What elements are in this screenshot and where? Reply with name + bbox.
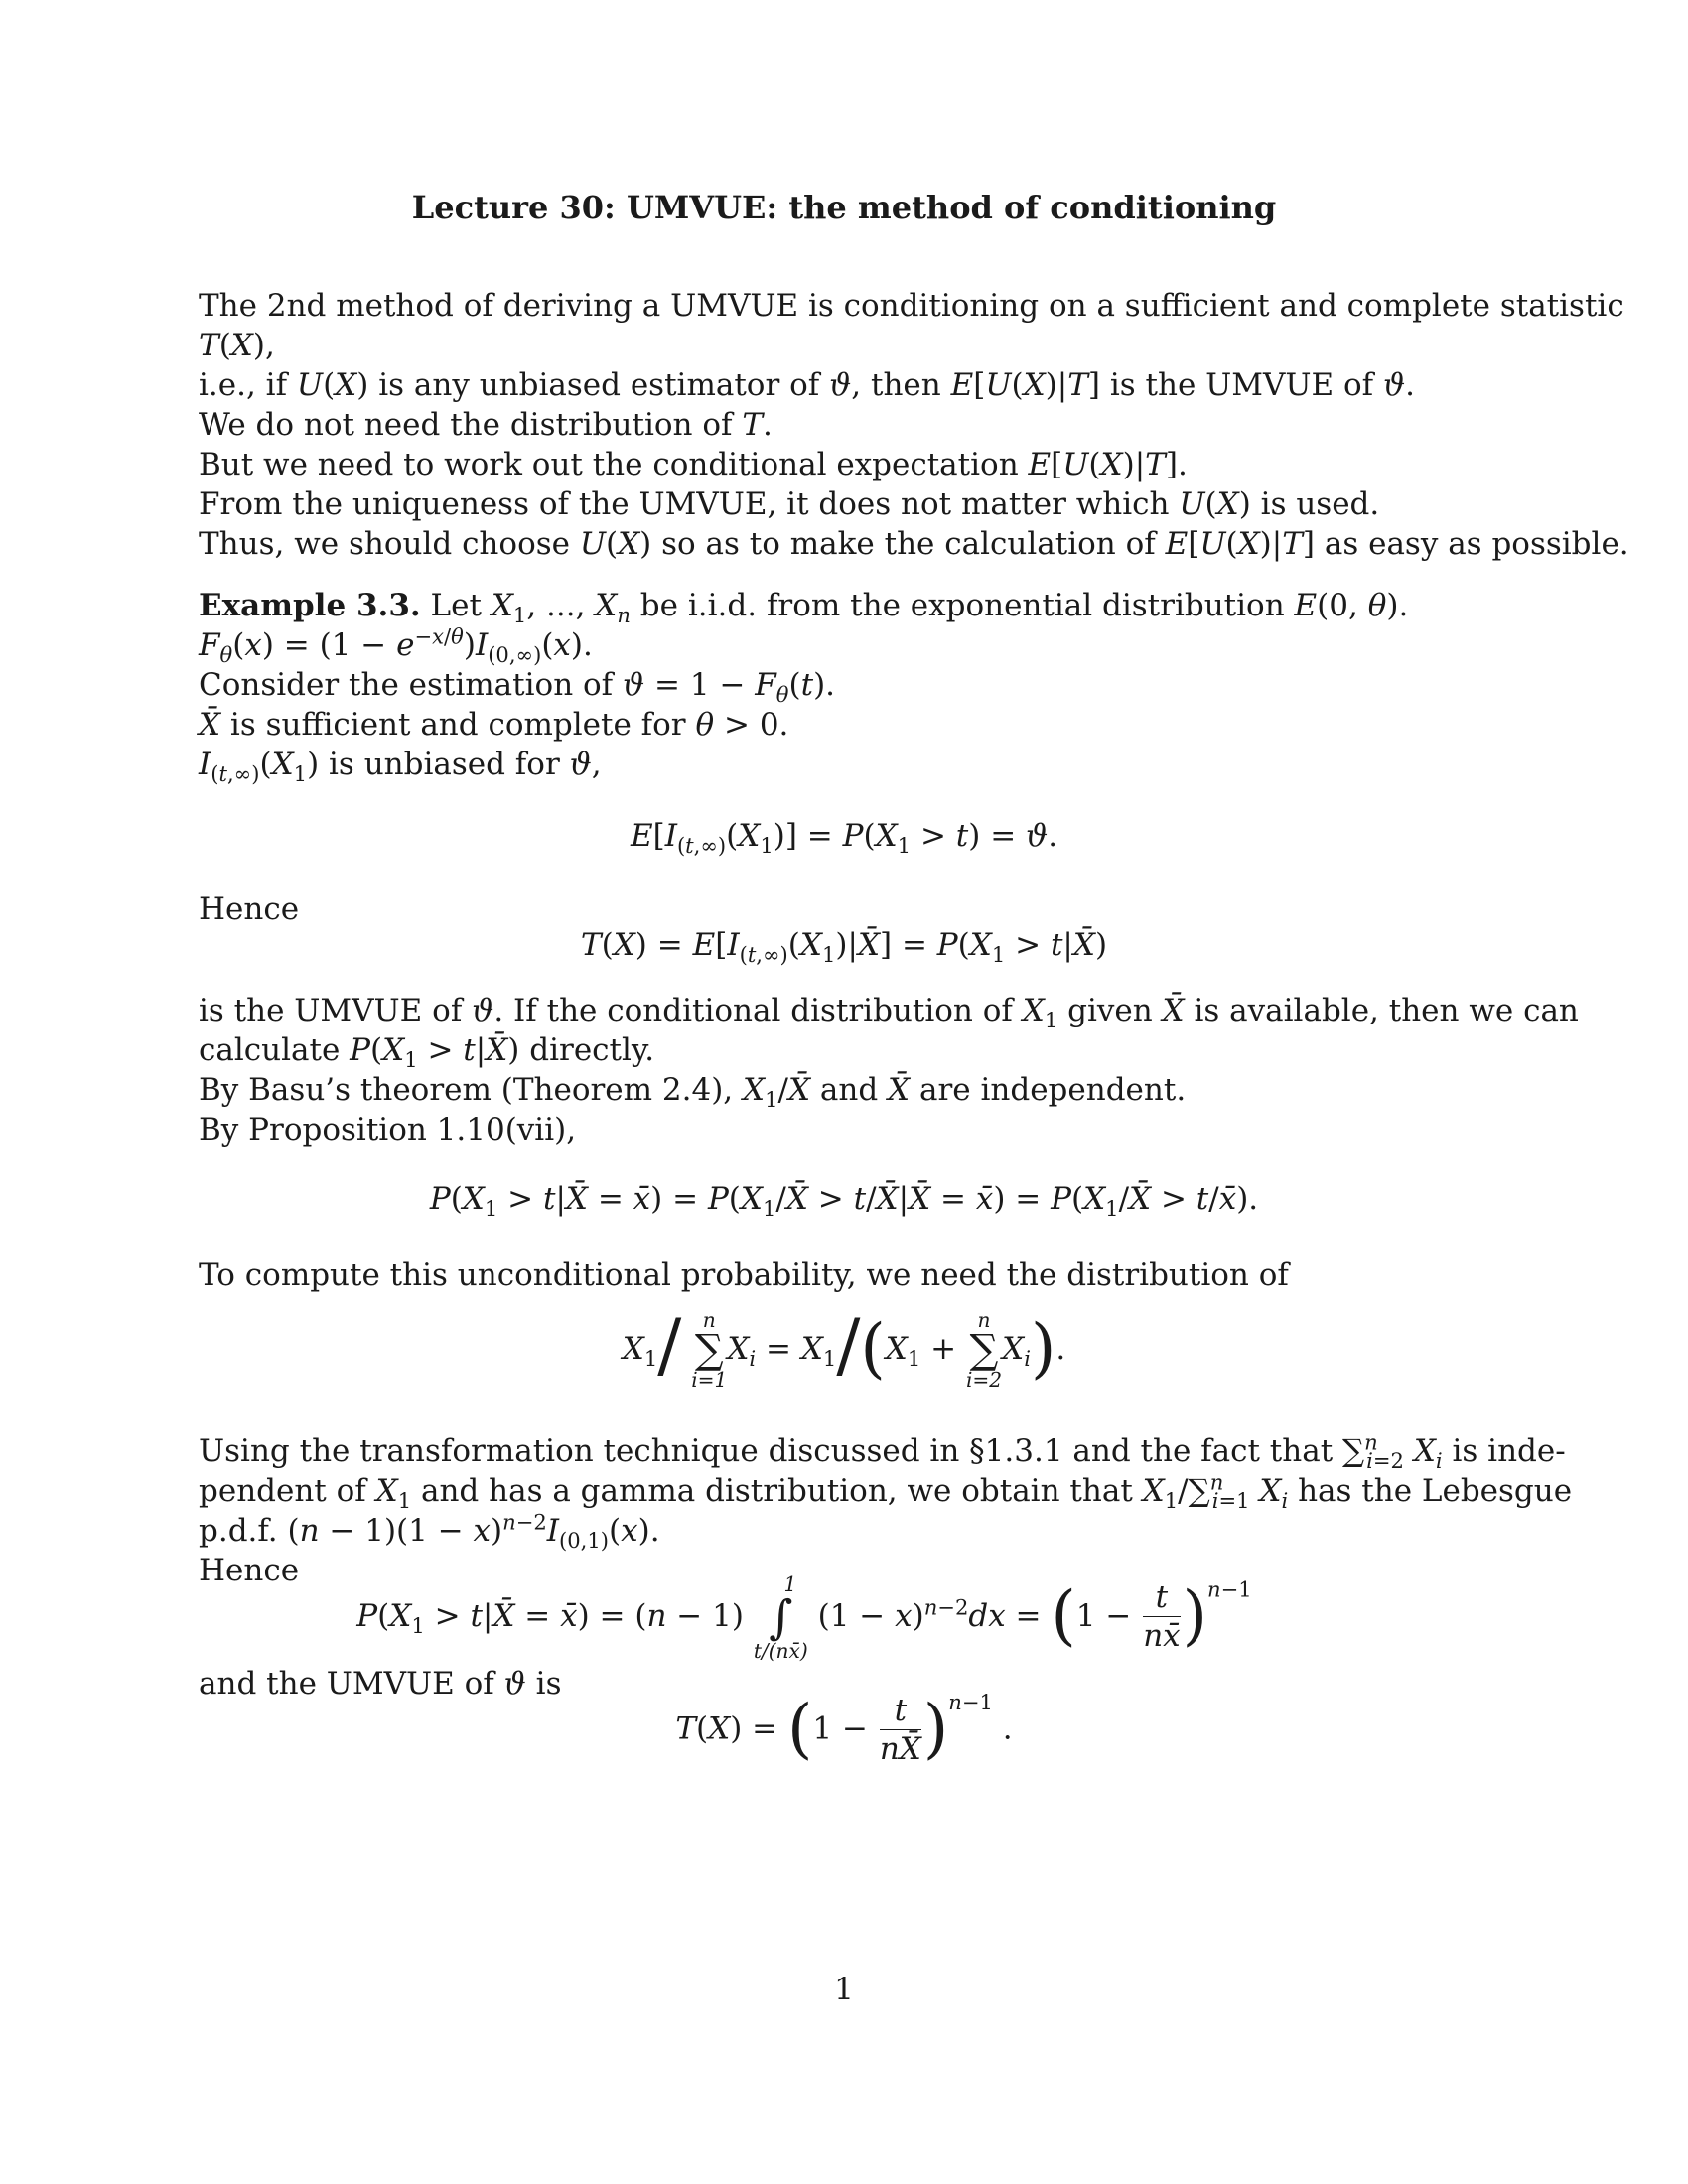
example-line-estimation: Consider the estimation of $ϑ = 1 - F_\theta(t)$. xyxy=(199,667,836,708)
example-line-unbiased: $I_{(t,\infty)}(X_1)$ is unbiased for ϑ, xyxy=(199,747,602,787)
example-line-cdf: $F_\theta(x) = (1 - e^{-x/\theta})I_{(0,\infty)}(x)$. xyxy=(199,623,593,668)
after-eq2-line-3: By Basu’s theorem (Theorem 2.4), $X_1/X̄$ and X̄ are independent. xyxy=(199,1072,1187,1113)
after-eq2-line-1: is the UMVUE of ϑ. If the conditional distribution of $X_1$ given X̄ is available, then we can xyxy=(199,993,1579,1033)
example-heading: Example 3.3. Let $X_1$, ..., $X_n$ be i.i.d. from the exponential distribution E(0, θ). xyxy=(199,588,1409,628)
compute-line: To compute this unconditional probability, we need the distribution of xyxy=(199,1257,1289,1293)
hence-2: Hence xyxy=(199,1553,300,1588)
example-line-sufficient: X̄ is sufficient and complete for θ > 0. xyxy=(199,707,789,743)
equation-6: T(X) = (1 − $\frac{t}{nX̄}$ )$^{n-1}$ . xyxy=(675,1690,1013,1767)
intro-line-7: Thus, we should choose U(X) so as to make the calculation of E[U(X)|T] as easy as possible. xyxy=(199,526,1629,562)
transform-line-2: pendent of $X_1$ and has a gamma distribution, we obtain that $X_1/\sum^n_{i=1}$ $X_i$ has the Lebesgue xyxy=(199,1469,1573,1514)
equation-5: $P(X_1$ > t|X̄ = x̄) = (n − 1) 1 ∫ t/(nx̄) $(1 - x)^{n-2}dx = (1$ − $\frac{t}{nx̄}$ )$^{n-1}$ xyxy=(356,1572,1252,1663)
intro-line-3: i.e., if U(X) is any unbiased estimator of ϑ, then E[U(X)|T] is the UMVUE of ϑ. xyxy=(199,367,1416,403)
intro-line-1: The 2nd method of deriving a UMVUE is conditioning on a sufficient and complete statistic xyxy=(199,288,1624,324)
intro-line-4: We do not need the distribution of T. xyxy=(199,407,773,443)
example-label: Example 3.3. xyxy=(199,588,421,623)
equation-4: $X_1/$ n ∑ i=1 $X_i = X_1/(X_1$ + n ∑ i=2 $X_i$). xyxy=(622,1303,1066,1393)
intro-line-2: T(X), xyxy=(199,328,275,363)
page-title: Lecture 30: UMVUE: the method of conditioning xyxy=(411,189,1277,226)
after-eq2-line-4: By Proposition 1.10(vii), xyxy=(199,1112,577,1148)
umvue-intro: and the UMVUE of ϑ is xyxy=(199,1666,562,1702)
intro-line-5: But we need to work out the conditional expectation E[U(X)|T]. xyxy=(199,447,1188,482)
transform-line-3: p.d.f. $(n - 1)(1 - x)^{n-2}I_{(0,1)}(x)$. xyxy=(199,1509,660,1554)
after-eq2-line-2: calculate $P(X_1$ > t|X̄) directly. xyxy=(199,1032,655,1073)
hence-1: Hence xyxy=(199,891,300,927)
page-number: 1 xyxy=(834,1972,854,2007)
equation-3: $P(X_1$ > t|X̄ = x̄) = $P(X_1/X̄$ > t/X̄|X̄ = x̄) = $P(X_1/X̄$ > t/x̄). xyxy=(429,1181,1259,1222)
equation-1: $E[I_{(t,\infty)}(X_1)] = P(X_1 > t) = ϑ$. xyxy=(630,818,1058,859)
intro-line-6: From the uniqueness of the UMVUE, it does not matter which U(X) is used. xyxy=(199,486,1380,522)
equation-2: $T(X) = E[I_{(t,\infty)}(X_1)|X̄] = P(X_1$ > t|X̄) xyxy=(580,927,1108,968)
transform-line-1: Using the transformation technique discussed in §1.3.1 and the fact that ∑$^n_{i=2}$ $X_i$ is inde- xyxy=(199,1430,1566,1474)
